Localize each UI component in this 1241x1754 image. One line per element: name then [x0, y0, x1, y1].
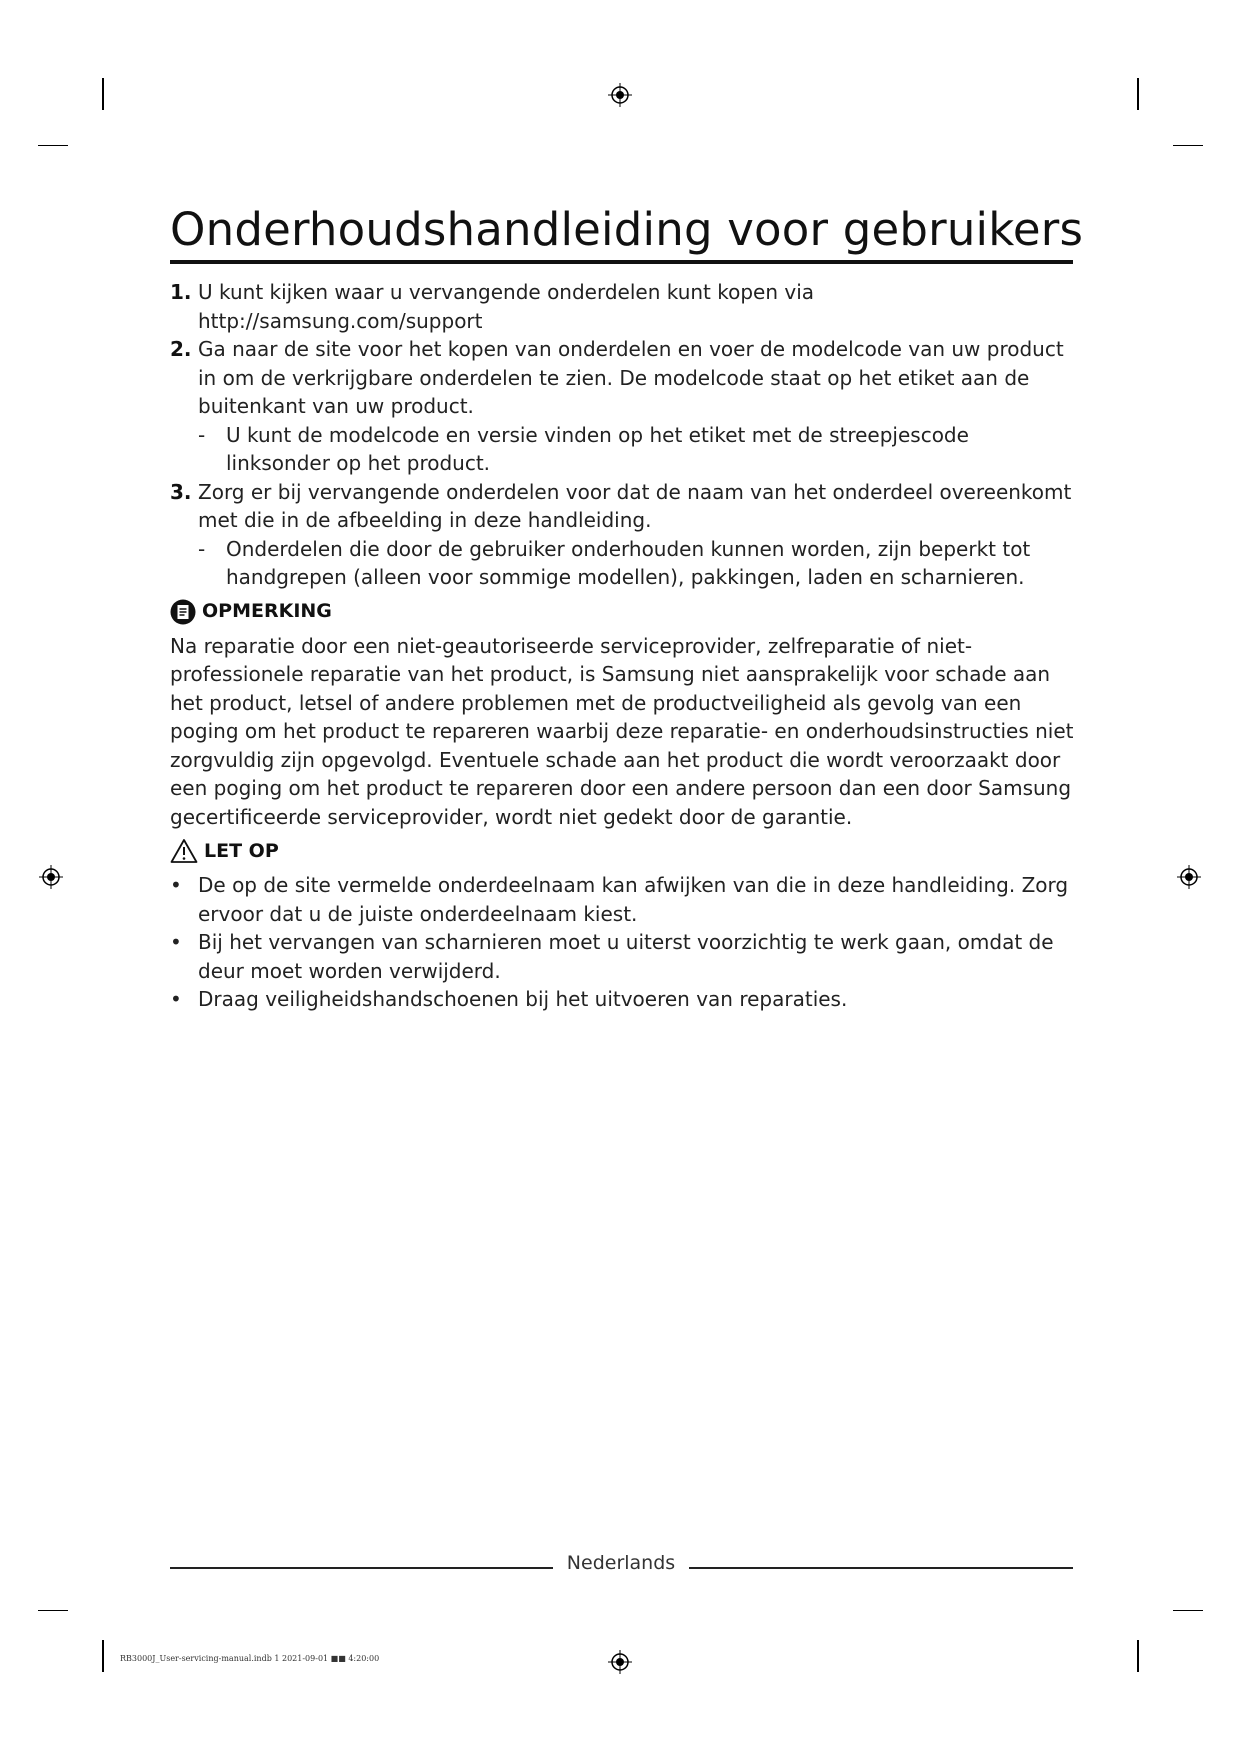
step-text: U kunt kijken waar u vervangende onderdelen kunt kopen via http://samsung.com/support	[198, 280, 815, 333]
caution-heading-label: LET OP	[204, 839, 279, 862]
footer-rule-left	[170, 1567, 553, 1569]
main-content	[170, 278, 1075, 1014]
crop-mark	[1173, 145, 1203, 146]
step-text: Ga naar de site voor het kopen van onderdelen en voer de modelcode van uw product in om de verkrijgbare onderdelen te zien. De modelcode staat op het etiket aan de buitenkant van uw product.	[198, 337, 1064, 418]
list-item-text: De op de site vermelde onderdeelnaam kan afwijken van die in deze handleiding. Zorg ervoor dat u de juiste onderdeelnaam kiest.	[198, 873, 1069, 926]
step-item	[170, 478, 1075, 535]
registration-mark-icon	[608, 1650, 632, 1674]
registration-mark-icon	[608, 83, 632, 107]
registration-mark-icon	[39, 865, 63, 889]
step-subitem-text: U kunt de modelcode en versie vinden op het etiket met de streepjescode linksonder op het product.	[226, 422, 969, 475]
crop-mark	[102, 1640, 104, 1672]
footer-language: Nederlands	[566, 1552, 676, 1574]
dash-marker: -	[198, 536, 206, 561]
step-item	[170, 278, 1075, 335]
bullet-marker: •	[170, 873, 182, 897]
note-icon	[170, 599, 196, 625]
caution-heading	[170, 835, 1075, 867]
note-heading-label: OPMERKING	[202, 600, 332, 623]
bullet-marker: •	[170, 930, 182, 954]
list-item	[170, 871, 1075, 928]
crop-mark	[1137, 1640, 1139, 1672]
step-item	[170, 335, 1075, 421]
note-heading	[170, 596, 1075, 628]
print-imprint: RB3000J_User-servicing-manual.indb 1 2021-09-01 ■■ 4:20:00	[120, 1654, 380, 1663]
step-number: 3.	[170, 479, 192, 504]
list-item-text: Bij het vervangen van scharnieren moet u uiterst voorzichtig te werk gaan, omdat de deur moet worden verwijderd.	[198, 930, 1054, 983]
caution-list	[170, 871, 1075, 1014]
step-number: 1.	[170, 280, 192, 304]
page-title: Onderhoudshandleiding voor gebruikers	[170, 203, 1084, 256]
list-item-text: Draag veiligheidshandschoenen bij het uitvoeren van reparaties.	[198, 987, 848, 1011]
bullet-marker: •	[170, 987, 182, 1011]
note-text: Na reparatie door een niet-geautoriseerde serviceprovider, zelfreparatie of niet-professionele reparatie van het product, is Samsung niet aansprakelijk voor schade aan het product, letsel of andere problemen met de productveiligheid als gevolg van een poging om het product te repareren waarbij deze reparatie- en onderhoudsinstructies niet zorgvuldig zijn opgevolgd. Eventuele schade aan het product die wordt veroorzaakt door een poging om het product te repareren door een andere persoon dan een door Samsung gecertificeerde serviceprovider, wordt niet gedekt door de garantie.	[170, 633, 1074, 829]
footer-rule-right	[689, 1567, 1073, 1569]
warning-icon	[170, 838, 198, 864]
list-item	[170, 928, 1075, 985]
list-item	[170, 985, 1075, 1014]
step-text: Zorg er bij vervangende onderdelen voor dat de naam van het onderdeel overeenkomt met die in de afbeelding in deze handleiding.	[198, 479, 1072, 532]
registration-mark-icon	[1177, 865, 1201, 889]
crop-mark	[38, 145, 68, 146]
crop-mark	[102, 78, 104, 110]
step-subitem	[170, 535, 1075, 592]
dash-marker: -	[198, 422, 206, 447]
crop-mark	[1137, 78, 1139, 110]
step-subitem-text: Onderdelen die door de gebruiker onderhouden kunnen worden, zijn beperkt tot handgrepen (alleen voor sommige modellen), pakkingen, laden en scharnieren.	[226, 536, 1031, 589]
step-subitem	[170, 421, 1075, 478]
crop-mark	[38, 1610, 68, 1611]
step-number: 2.	[170, 337, 192, 361]
crop-mark	[1173, 1610, 1203, 1611]
title-underline	[170, 260, 1073, 264]
